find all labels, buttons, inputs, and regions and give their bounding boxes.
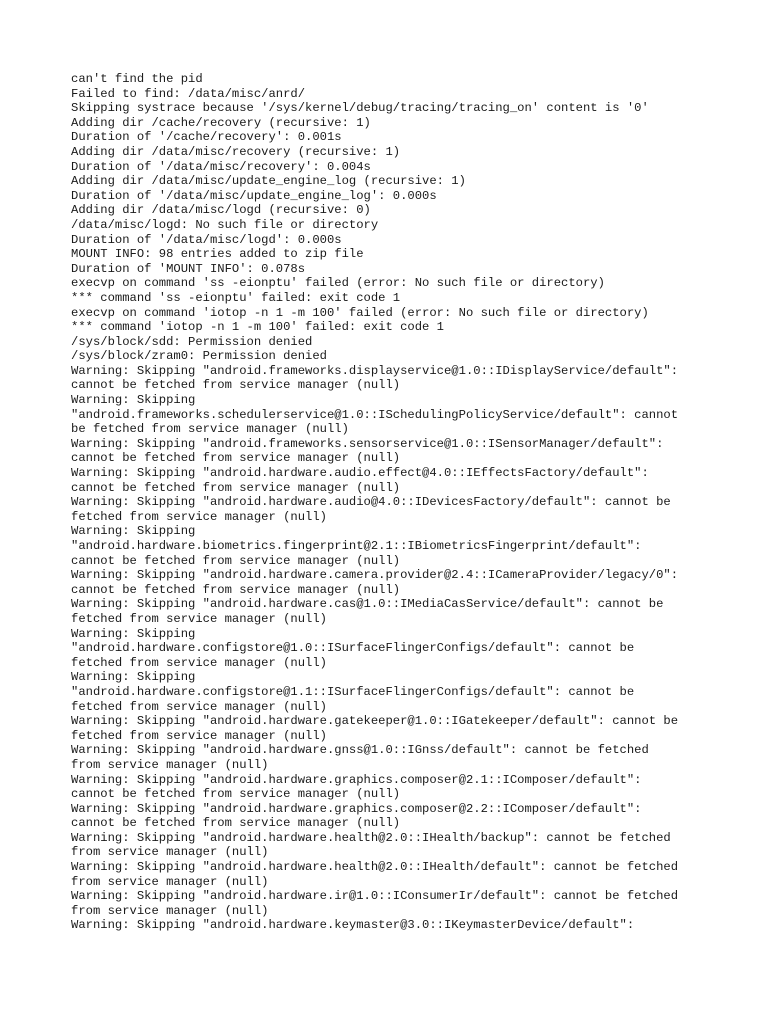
- log-line: Duration of '/data/misc/update_engine_log': 0.000s: [71, 188, 437, 203]
- log-line: Adding dir /data/misc/update_engine_log (recursive: 1): [71, 174, 466, 189]
- log-line: /sys/block/zram0: Permission denied: [71, 349, 327, 364]
- log-line: Warning: Skipping: [71, 393, 196, 408]
- log-line: Duration of '/cache/recovery': 0.001s: [71, 130, 342, 145]
- log-line: Adding dir /data/misc/recovery (recursive: 1): [71, 144, 401, 159]
- log-line: cannot be fetched from service manager (null): [71, 480, 401, 495]
- log-line: fetched from service manager (null): [71, 655, 327, 670]
- log-line: cannot be fetched from service manager (null): [71, 582, 401, 597]
- log-line: can't find the pid: [71, 72, 203, 86]
- log-line: Warning: Skipping: [71, 524, 196, 539]
- log-line: Skipping systrace because '/sys/kernel/debug/tracing/tracing_on' content is '0': [71, 101, 649, 116]
- log-line: "android.frameworks.schedulerservice@1.0::ISchedulingPolicyService/default": cannot: [71, 407, 679, 422]
- log-output: [71, 72, 731, 933]
- log-line: "android.hardware.biometrics.fingerprint@2.1::IBiometricsFingerprint/default":: [71, 539, 642, 553]
- log-line: from service manager (null): [71, 874, 269, 889]
- log-line: "android.hardware.configstore@1.0::ISurfaceFlingerConfigs/default": cannot be: [71, 641, 635, 656]
- log-line: Warning: Skipping "android.hardware.health@2.0::IHealth/backup": cannot be fetched: [71, 830, 671, 845]
- log-line: Warning: Skipping: [71, 626, 196, 641]
- log-line: from service manager (null): [71, 903, 269, 918]
- log-line: cannot be fetched from service manager (null): [71, 816, 401, 831]
- log-line: Warning: Skipping "android.frameworks.displayservice@1.0::IDisplayService/default":: [71, 363, 679, 378]
- log-line: Warning: Skipping "android.hardware.ir@1.0::IConsumerIr/default": cannot be fetched: [71, 889, 679, 904]
- log-line: Warning: Skipping "android.hardware.cas@1.0::IMediaCasService/default": cannot be: [71, 597, 664, 612]
- log-line: Adding dir /data/misc/logd (recursive: 0): [71, 203, 371, 218]
- log-line: Adding dir /cache/recovery (recursive: 1): [71, 115, 371, 130]
- log-line: Warning: Skipping "android.hardware.graphics.composer@2.1::IComposer/default":: [71, 772, 642, 787]
- log-line: be fetched from service manager (null): [71, 422, 349, 437]
- log-line: MOUNT INFO: 98 entries added to zip file: [71, 247, 364, 262]
- log-line: Warning: Skipping "android.hardware.gatekeeper@1.0::IGatekeeper/default": cannot be: [71, 714, 679, 729]
- log-line: Warning: Skipping "android.hardware.audio@4.0::IDevicesFactory/default": cannot be: [71, 495, 671, 510]
- log-line: Warning: Skipping "android.hardware.camera.provider@2.4::ICameraProvider/legacy/0":: [71, 568, 679, 583]
- log-line: execvp on command 'ss -eionptu' failed (error: No such file or directory): [71, 276, 605, 291]
- log-line: from service manager (null): [71, 757, 269, 772]
- log-line: fetched from service manager (null): [71, 611, 327, 626]
- log-line: cannot be fetched from service manager (null): [71, 378, 401, 393]
- log-line: Warning: Skipping "android.hardware.graphics.composer@2.2::IComposer/default":: [71, 801, 642, 816]
- log-line: Warning: Skipping "android.hardware.keymaster@3.0::IKeymasterDevice/default":: [71, 918, 635, 933]
- log-line: from service manager (null): [71, 845, 269, 860]
- log-line: Duration of '/data/misc/logd': 0.000s: [71, 232, 342, 247]
- log-line: "android.hardware.configstore@1.1::ISurfaceFlingerConfigs/default": cannot be: [71, 684, 635, 699]
- log-line: cannot be fetched from service manager (null): [71, 553, 401, 568]
- log-line: fetched from service manager (null): [71, 509, 327, 524]
- log-line: Warning: Skipping "android.frameworks.sensorservice@1.0::ISensorManager/default":: [71, 436, 664, 451]
- log-line: Warning: Skipping "android.hardware.audio.effect@4.0::IEffectsFactory/default":: [71, 466, 649, 481]
- log-line: *** command 'ss -eionptu' failed: exit code 1: [71, 290, 401, 305]
- log-line: *** command 'iotop -n 1 -m 100' failed: exit code 1: [71, 320, 444, 335]
- log-line: fetched from service manager (null): [71, 728, 327, 743]
- log-line: /data/misc/logd: No such file or directory: [71, 217, 379, 232]
- log-line: Failed to find: /data/misc/anrd/: [71, 86, 306, 101]
- log-line: fetched from service manager (null): [71, 699, 327, 714]
- log-line: Duration of '/data/misc/recovery': 0.004s: [71, 159, 371, 174]
- log-line: Warning: Skipping "android.hardware.gnss@1.0::IGnss/default": cannot be fetched: [71, 743, 649, 758]
- log-line: Warning: Skipping "android.hardware.health@2.0::IHealth/default": cannot be fetched: [71, 860, 679, 875]
- log-line: /sys/block/sdd: Permission denied: [71, 334, 313, 349]
- log-line: cannot be fetched from service manager (null): [71, 787, 401, 802]
- log-line: Duration of 'MOUNT INFO': 0.078s: [71, 261, 306, 276]
- log-line: cannot be fetched from service manager (null): [71, 451, 401, 466]
- log-line: execvp on command 'iotop -n 1 -m 100' failed (error: No such file or directory): [71, 305, 649, 320]
- log-line: Warning: Skipping: [71, 670, 196, 685]
